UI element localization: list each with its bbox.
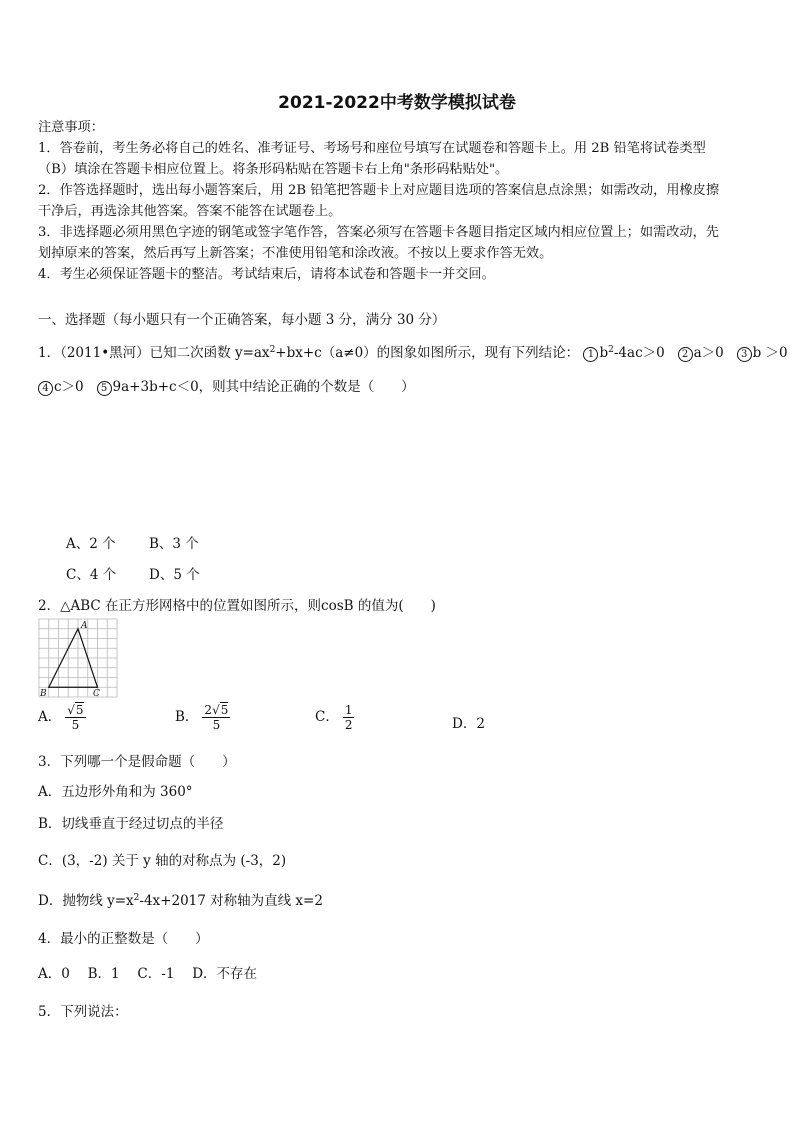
question-1-stem: 1．（2011•黑河）已知二次函数 $y=ax^2+bx+c(a\ne 0)$的图象如图所示，现有下列结论： 1 $b^2-4ac>0$ 2 a＞0 3 b ＞0	[38, 345, 788, 361]
q3-option-b[interactable]: B．切线垂直于经过切点的半径	[38, 816, 224, 832]
notice-heading: 注意事项：	[38, 120, 104, 135]
conclusion-2: 2 a＞0	[678, 345, 724, 361]
q2-option-b[interactable]: B． $\frac{2√5}{5}$	[175, 703, 229, 732]
q2-option-c[interactable]: C． $\frac{1}{2}$	[315, 703, 353, 732]
conclusion-5: 5 9a+3b+c＜0，则其中结论正确的个数是（ ）	[97, 379, 415, 395]
notice-line-7: 4．考生必须保证答题卡的整洁。考试结束后，请将本试卷和答题卡一并交回。	[38, 267, 495, 282]
q2-option-d[interactable]: D．2	[452, 716, 485, 732]
notice-line-2: （B）填涂在答题卡相应位置上。将条形码粘贴在答题卡右上角"条形码粘贴处"。	[38, 162, 509, 177]
q1-option-c[interactable]: C、4 个	[66, 567, 117, 583]
conclusion-4: 4 c＞0	[38, 379, 84, 395]
vertex-c-label: C	[93, 689, 100, 699]
q4-options[interactable]: A．0 B．1 C．-1 D．不存在	[38, 966, 258, 982]
vertex-a-label: A	[81, 621, 88, 631]
q3-option-a[interactable]: A．五边形外角和为 360°	[38, 784, 193, 800]
q1-option-a[interactable]: A、2 个	[66, 536, 116, 552]
q1-option-b[interactable]: B、3 个	[149, 536, 199, 552]
question-1-stem-cont	[38, 375, 415, 396]
notice-line-6: 划掉原来的答案，然后再写上新答案；不准使用铅笔和涂改液。不按以上要求作答无效。	[38, 246, 553, 261]
conclusion-1: 1 $b^2-4ac>0$	[583, 345, 664, 361]
question-4-stem: 4．最小的正整数是（ ）	[38, 931, 209, 947]
q3-option-c[interactable]: C．(3，-2) 关于 y 轴的对称点为 (-3，2)	[38, 853, 287, 869]
page-title: 2021-2022中考数学模拟试卷	[278, 93, 516, 113]
notice-line-3: 2．作答选择题时，选出每小题答案后，用 2B 铅笔把答题卡上对应题目选项的答案信息点涂黑；如需改动，用橡皮擦	[38, 183, 720, 198]
q3-option-d[interactable]: D．抛物线 $y=x^2-4x+2017$ 对称轴为直线 x=2	[38, 893, 323, 909]
question-2-stem: 2．△ABC 在正方形网格中的位置如图所示，则cosB 的值为( )	[38, 598, 436, 614]
q2-option-a[interactable]: A． $\frac{√5}{5}$	[38, 703, 84, 732]
question-3-stem: 3．下列哪一个是假命题（ ）	[38, 754, 236, 770]
vertex-b-label: B	[40, 689, 47, 699]
section-heading: 一、选择题（每小题只有一个正确答案，每小题 3 分，满分 30 分）	[38, 312, 446, 328]
notice-line-4: 干净后，再选涂其他答案。答案不能答在试题卷上。	[38, 204, 342, 219]
notice-line-5: 3．非选择题必须用黑色字迹的钢笔或签字笔作答，答案必须写在答题卡各题目指定区域内相应位置上；如需改动，先	[38, 225, 719, 240]
triangle-grid-figure	[38, 618, 118, 700]
notice-line-1: 1．答卷前，考生务必将自己的姓名、准考证号、考场号和座位号填写在试题卷和答题卡上。用 2B 铅笔将试卷类型	[38, 141, 706, 156]
q1-option-d[interactable]: D、5 个	[149, 567, 200, 583]
question-5-stem: 5．下列说法：	[38, 1004, 128, 1020]
conclusion-3: 3 b ＞0	[737, 345, 788, 361]
